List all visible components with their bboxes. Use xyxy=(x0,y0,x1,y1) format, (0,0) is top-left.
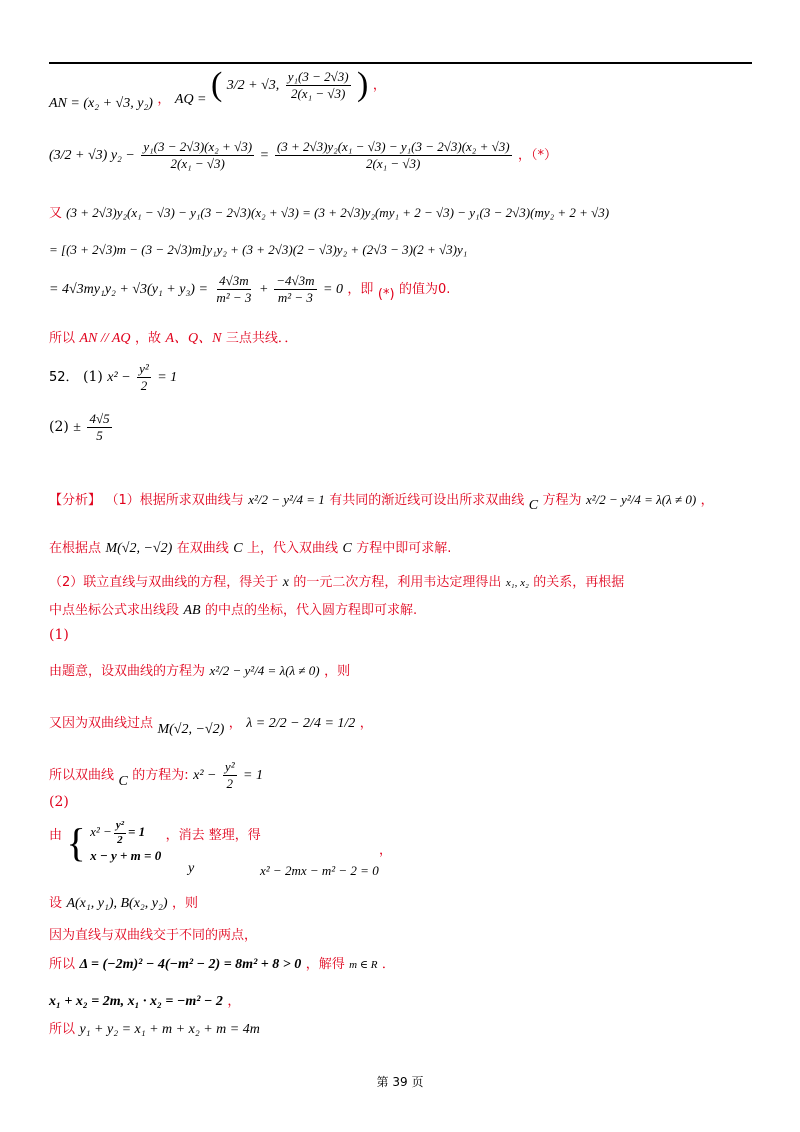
result-note-star: (*) xyxy=(377,287,395,303)
expand-line xyxy=(49,243,467,257)
solution-1-line-1: 由题意，设双曲线的方程为 x²/2 − y²/4 = λ(λ ≠ 0) ，则 xyxy=(49,663,351,679)
vec-aq-den: 2(x₁ − √3) xyxy=(290,85,346,101)
solution-label-1: (1) xyxy=(49,627,69,643)
analysis-line-1: 【分析】 （1）根据所求双曲线与 x²/2 − y²/4 = 1 有共同的渐近线可设出所求双曲线 C 方程为 x²/2 − y²/4 = λ(λ ≠ 0) ， xyxy=(49,492,714,513)
answer-part1: 52． (1) x² − $\frac{\text{y²}}{2}$ = 1 xyxy=(49,361,178,393)
eq-left-num: y₁(3 − 2√3)(x₂ + √3) xyxy=(143,139,253,154)
you-expr: (3 + 2√3)y₂(x₁ − √3) − y₁(3 − 2√3)(x₂ + √3) = (3 + 2√3)y₂(my₁ + 2 − √3) − y₁(3 − 2√3)(my₂ + 2 + √3) xyxy=(66,205,610,220)
solution-1-line-2: 又因为双曲线过点 M(√2, −√2) ， λ = 2/2 − 2/4 = 1/2 ， xyxy=(49,716,373,737)
eq-right-den: 2(x₁ − √3) xyxy=(366,155,421,171)
vec-aq-label: AQ = xyxy=(174,92,207,107)
conclusion-vectors: AN // AQ xyxy=(79,331,131,346)
you-line xyxy=(49,206,609,220)
answer-part2: (2) ± $\frac{4√5}{5}$ xyxy=(49,411,110,443)
star-mark: ，（*） xyxy=(518,148,558,164)
quadratic-eq: x² − 2mx − m² − 2 = 0 xyxy=(260,863,379,878)
eq-left-frac xyxy=(141,140,254,170)
eq-right-num: (3 + 2√3)y₂(x₁ − √3) − y₁(3 − 2√3)(x₂ + √3) xyxy=(276,139,510,154)
system-brace: { xyxy=(66,820,86,866)
result-a: = 4√3my₁y₂ + √3(y₁ + y₃) = xyxy=(49,282,208,298)
result-frac-2: $\frac{-4√3m}{\text{m² − 3}}$ xyxy=(276,273,315,305)
header-rule xyxy=(49,62,752,64)
vec-aq-num: y₁(3 − 2√3) xyxy=(287,68,349,84)
result-note-a: ，即 xyxy=(347,282,374,298)
equation-system: x² − $\frac{\text{y²}}{2}$ = 1 x − y + m = 0 xyxy=(90,819,162,864)
conclusion-line: 所以 AN // AQ ，故 A、Q、N 三点共线．． xyxy=(49,331,298,346)
result-note-b: 的值为0. xyxy=(398,282,451,298)
star-equation: (3/2 + √3) y₂ − $\frac{\text{y₁(3 − 2√3)(x₂ + √3)}}{\text{2(x₁ − √3)}}$ = $\frac{\text{(3 + 2√3)y₂(x₁ − √3) − y₁(3 − 2√3)(x₂ + √3)}}{\text{2(x₁ − √3)}}$ ，（*） xyxy=(49,139,558,171)
result-line: = 4√3my₁y₂ + √3(y₁ + y₃) = $\frac{4√3m}{\text{m² − 3}}$ + $\frac{-4√3m}{\text{m² − 3}}$ = 0 ，即 (*) 的值为0. xyxy=(49,273,451,305)
solution-2-line-6: 所以 y₁ + y₂ = x₁ + m + x₂ + m = 4m xyxy=(49,1022,260,1037)
analysis-tag: 【分析】 xyxy=(49,493,102,508)
vec-aq-fraction xyxy=(286,70,351,100)
vec-sep: ， xyxy=(157,92,171,107)
analysis-line-3: （2）联立直线与双曲线的方程，得关于 x 的一元二次方程，利用韦达定理得出 x₁, x₂ 的关系，再根据 xyxy=(49,575,625,590)
eq-right-frac xyxy=(275,140,512,170)
page-footer: 第 39 页 xyxy=(376,1075,424,1089)
analysis-line-4: 中点坐标公式求出线段 AB 的中点的坐标，代入圆方程即可求解. xyxy=(49,603,418,618)
eliminated-var: y xyxy=(188,861,195,876)
analysis-line-2: 在根据点 M(√2, −√2) 在双曲线 C 上，代入双曲线 C 方程中即可求解. xyxy=(49,541,452,556)
expand-expr: = [(3 + 2√3)m − (3 − 2√3)m]y₁y₂ + (3 + 2√3)(2 − √3)y₂ + (2√3 − 3)(2 + √3)y₁ xyxy=(49,242,468,257)
solution-2-line-3: 因为直线与双曲线交于不同的两点， xyxy=(49,928,258,943)
eq-left-a: (3/2 + √3) y₂ − xyxy=(49,148,135,164)
vec-end-comma: ， xyxy=(372,78,386,93)
you-label: 又 xyxy=(49,206,63,221)
solution-1-line-3: 所以双曲线 C 的方程为: x² − $\frac{\text{y²}}{2}$ = 1 xyxy=(49,759,263,791)
question-number: 52． xyxy=(49,370,79,386)
vec-aq-first: 3/2 + √3, xyxy=(226,78,280,93)
solution-2-line-4: 所以 Δ = (−2m)² − 4(−m² − 2) = 8m² + 8 > 0 ，解得 m ∈ R ． xyxy=(49,957,395,972)
result-frac-1: $\frac{4√3m}{\text{m² − 3}}$ xyxy=(216,273,252,305)
solution-label-2: (2) xyxy=(49,794,69,810)
solution-2-system: 由 { x² − $\frac{\text{y²}}{2}$ = 1 x − y + m = 0 ，消去 整理，得 xyxy=(49,819,261,866)
solution-2-line-2: 设 A(x₁, y₁), B(x₂, y₂) ，则 xyxy=(49,896,199,911)
eq-left-den: 2(x₁ − √3) xyxy=(170,155,225,171)
vector-line: AN = (x₂ + √3, y₂) ， AQ = ( 3/2 + √3, $\frac{\text{y₁(3 − 2√3)}}{\text{2(x₁ − √3)}}$ ) ， xyxy=(49,66,386,111)
vec-an: AN = (x₂ + √3, y₂) xyxy=(49,96,153,111)
solution-2-line-5: x₁ + x₂ = 2m, x₁ · x₂ = −m² − 2 ， xyxy=(49,994,241,1009)
